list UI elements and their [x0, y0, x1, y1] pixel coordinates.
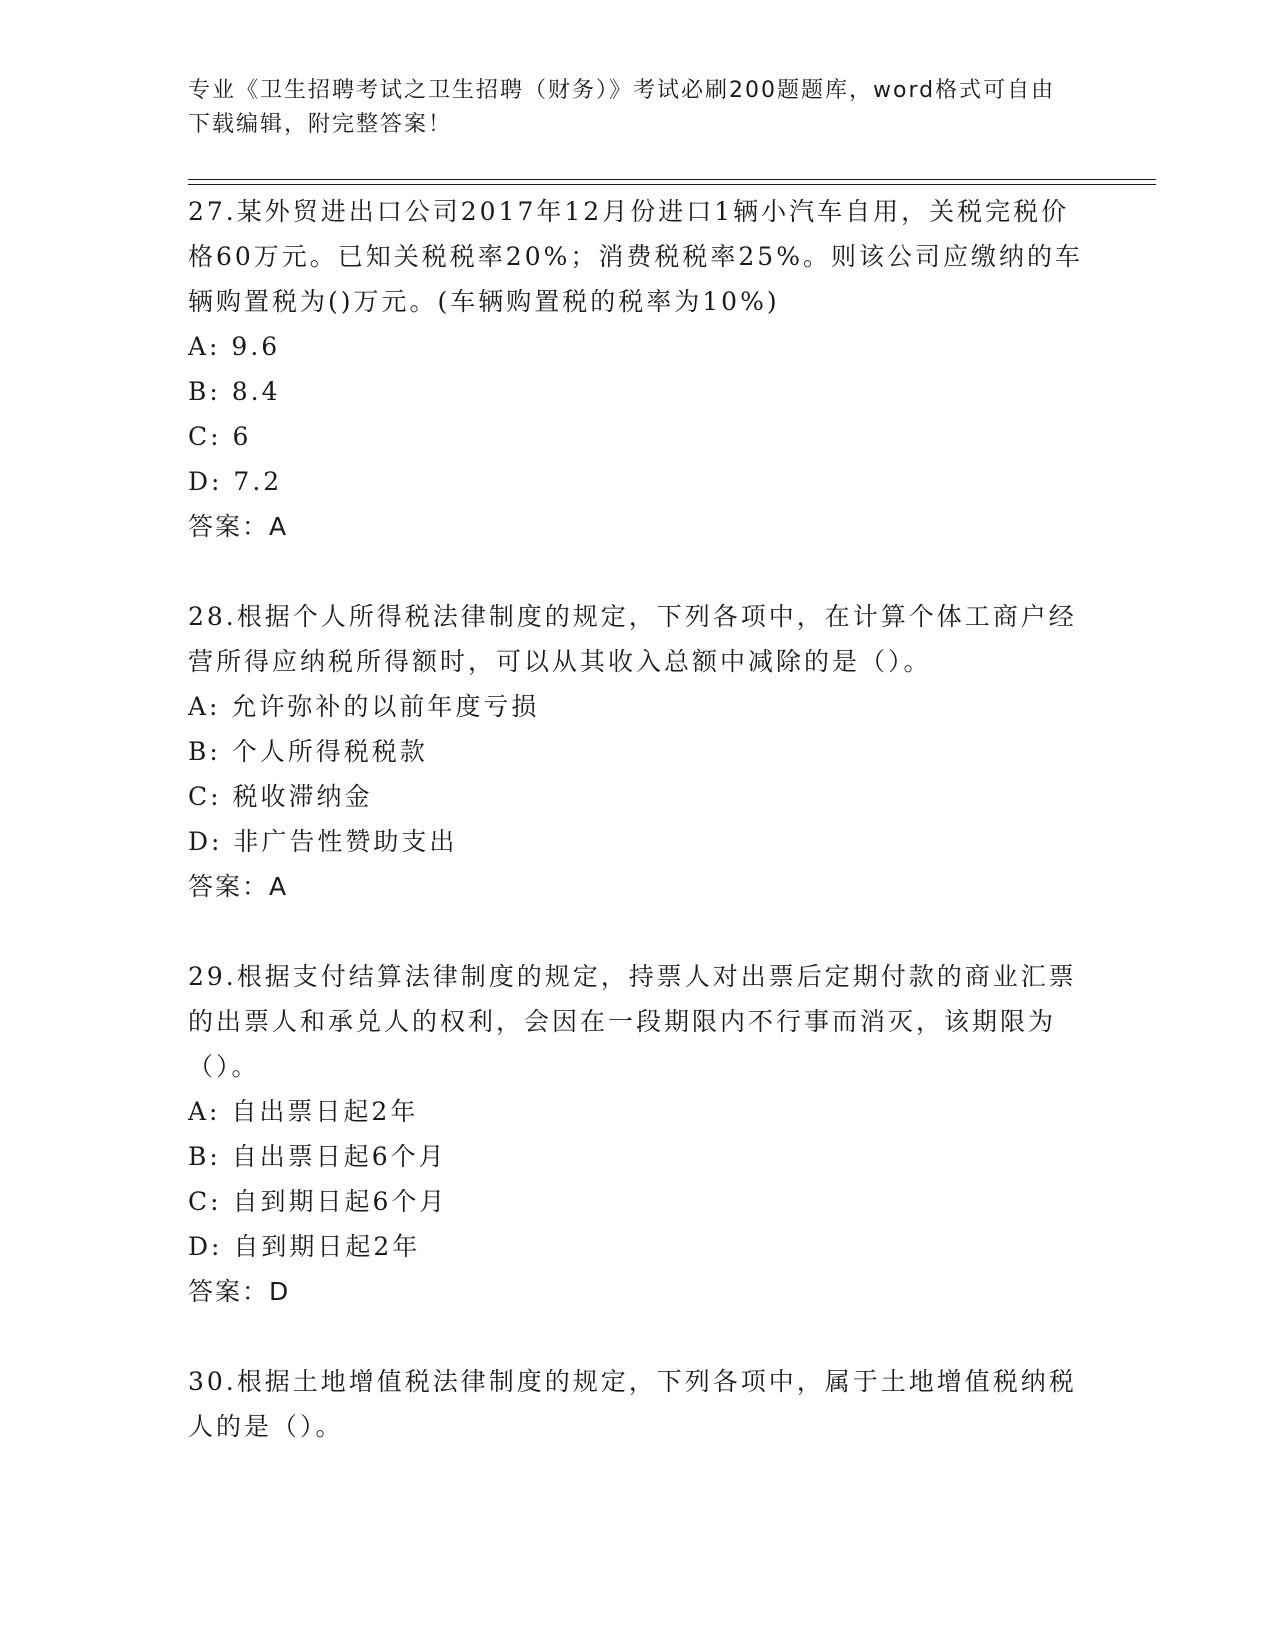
- option-c: C: 税收滞纳金: [188, 782, 373, 811]
- option-c: C: 自到期日起6个月: [188, 1187, 448, 1216]
- option-b: B: 自出票日起6个月: [188, 1142, 447, 1171]
- option-a: A: 9.6: [188, 332, 281, 361]
- answer: 答案：D: [188, 1277, 291, 1306]
- question-list: [188, 189, 1088, 1494]
- document-header: 专业《卫生招聘考试之卫生招聘（财务）》考试必刷200题题库，word格式可自由下载编辑，附完整答案！: [188, 78, 1056, 137]
- question-text: 29.根据支付结算法律制度的规定，持票人对出票后定期付款的商业汇票的出票人和承兑人的权利，会因在一段期限内不行事而消灭，该期限为（）。: [188, 962, 1077, 1081]
- option-c: C: 6: [188, 422, 252, 451]
- question-29: [188, 954, 1088, 1314]
- option-a: A: 自出票日起2年: [188, 1097, 419, 1126]
- answer: 答案：A: [188, 512, 289, 541]
- header-divider-bottom: [188, 184, 1156, 185]
- option-b: B: 个人所得税税款: [188, 737, 428, 766]
- option-d: D: 自到期日起2年: [188, 1232, 421, 1261]
- answer: 答案：A: [188, 872, 289, 901]
- option-d: D: 7.2: [188, 467, 283, 496]
- question-text: 30.根据土地增值税法律制度的规定，下列各项中，属于土地增值税纳税人的是（）。: [188, 1367, 1077, 1441]
- question-30: [188, 1359, 1088, 1449]
- header-divider-top: [188, 179, 1156, 180]
- question-text: 27.某外贸进出口公司2017年12月份进口1辆小汽车自用，关税完税价格60万元。已知关税税率20%；消费税税率25%。则该公司应缴纳的车辆购置税为()万元。(车辆购置税的税率为10%): [188, 197, 1083, 316]
- option-a: A: 允许弥补的以前年度亏损: [188, 692, 540, 721]
- question-27: [188, 189, 1088, 549]
- question-28: [188, 594, 1088, 909]
- option-d: D: 非广告性赞助支出: [188, 827, 458, 856]
- option-b: B: 8.4: [188, 377, 281, 406]
- question-text: 28.根据个人所得税法律制度的规定，下列各项中，在计算个体工商户经营所得应纳税所得额时，可以从其收入总额中减除的是（）。: [188, 602, 1077, 676]
